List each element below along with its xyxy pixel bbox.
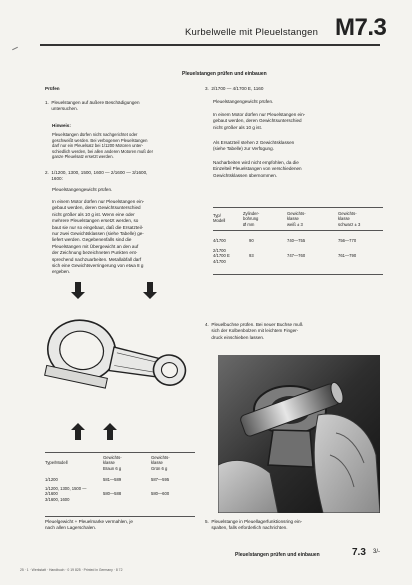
table-cell: 581—589 — [103, 477, 122, 482]
step-3-text-3: Nacharbeiten wird nicht empfohlen, da die Einzelteil Pleuelstangen von verschiedenen Gewichtsklassen übernommen. — [213, 160, 302, 178]
table-cell: 580—600 — [151, 491, 170, 496]
table-header-cell: Typ/ Modell — [213, 213, 226, 224]
step-5-text: 5. Pleuelstange in Pleuellagerfunktionsring ein- spalten, falls erforderlich nachrichten. — [205, 519, 303, 531]
note-label: Hinweis: — [52, 123, 71, 128]
table-header-cell: Type/Modell — [45, 460, 68, 465]
table-cell: 747—760 — [287, 253, 306, 258]
step-2-text: In einem Motor dürfen nur Pleuelstangen ein- gebaut werden, deren Gewichtsunterschied nicht größer als 10 g ist. Wenn eine oder mehrere Pleuelstangen ersetzt werden, so baut sie nur so eingebaut, daß die Ersatzteil- nur zwei Gewichtsklassen (siehe Tabelle) ge- liefert werden. Gegebenenfalls sind die Pleuelstangen mit Übergewicht an den auf der Zeichnung bezeichneten Punkten ent- sprechend nachzuarbeiten. Metallabfall darf sich eine Gewichtsverringerung von etwa 8 g ergeben. — [52, 199, 145, 275]
table-header-cell: Gewichts- klasse Braun 6 g — [103, 455, 122, 471]
left-table-top-rule — [45, 452, 195, 453]
connecting-rod-illustration — [35, 280, 200, 445]
table-header-cell: Gewichts- klasse schwarz ± 3 — [338, 211, 361, 227]
right-table-bottom-rule — [213, 274, 383, 275]
left-table-bottom-rule — [45, 516, 195, 517]
page-number: 7.3 — [352, 547, 366, 558]
table-header-cell: Gewichts- klasse weiß ± 3 — [287, 211, 306, 227]
step-4-text: 4. Pleuelbuchse prüfen. Bei neuer Buchse muß sich der Kolbenbolzen mit leichtem Finger- druck einschieben lassen. — [205, 322, 303, 340]
right-table-top-rule — [213, 207, 383, 208]
table-cell: 90 — [249, 238, 254, 243]
section-code: M7.3 — [335, 14, 387, 41]
step-1-text: 1. Pleuelstangen auf äußere Beschädigungen untersuchen. — [45, 100, 140, 112]
table-cell: 740—755 — [287, 238, 306, 243]
table-cell: 1/1200 — [45, 477, 58, 482]
table-cell: 4/1700 — [213, 238, 226, 243]
left-weight-table — [45, 455, 195, 515]
header-divider — [40, 44, 380, 46]
table-cell: 761—790 — [338, 253, 357, 258]
margin-mark — [12, 47, 18, 50]
right-table-mid-rule — [213, 230, 383, 231]
table-cell: 1/1200, 1300, 1500 — 2/1600 3/1600, 1600 — [45, 486, 87, 502]
section-title: Pleuelstangen prüfen und einbauen — [182, 71, 267, 77]
table-header-cell: Gewichts- klasse Grün 6 g — [151, 455, 170, 471]
left-heading: Prüfen — [45, 86, 60, 91]
step-2-subheading: Pleuelstangengewicht prüfen. — [52, 187, 113, 192]
table-cell: 93 — [249, 253, 254, 258]
step-3-text-1: In einem Motor dürfen nur Pleuelstangen ein- gebaut werden, deren Gewichtsunterschied nicht größer als 10 g ist. — [213, 112, 306, 130]
page-header-title: Kurbelwelle mit Pleuelstangen — [185, 27, 319, 38]
step-2-heading: 2. 1/1200, 1300, 1500, 1600 — 2/1600 — 3/1600, 1600: — [45, 170, 148, 182]
footer-title: Pleuelstangen prüfen und einbauen — [235, 552, 320, 558]
step-3-text-2: Als Ersatzteil stehen 2 Gewichtsklassen (siehe Tabelle) zur Verfügung. — [213, 140, 295, 152]
table-cell: 2/1700 4/1700 E 4/1700 — [213, 248, 230, 264]
table-cell: 580—588 — [103, 491, 122, 496]
table-header-cell: Zylinder- bohrung Ø mm — [243, 211, 260, 227]
right-weight-table-body — [213, 233, 383, 273]
step-3-heading: 3. 2/1700 — 4/1700 E, 1160 — [205, 86, 264, 91]
table-cell: 756—770 — [338, 238, 357, 243]
left-bottom-text: Pleuelgewicht + Pleuelmarke vermahlen, je nach allen Lagerschalen. — [45, 519, 133, 531]
step-3-subheading: Pleuelstangengewicht prüfen. — [213, 99, 274, 104]
table-cell: 587—595 — [151, 477, 170, 482]
bushing-check-photo — [218, 355, 380, 513]
footer-imprint: 25 · 1 · Werkstatt · Handbuch · 0 19 825 · Printed in Germany · 8 72 — [20, 568, 123, 572]
note-text: Pleuelstangen dürfen nicht nachgerichtet oder geschweißt werden. Bei verbogenen Pleuelstangen darf nur ein Pleuelsatz bei 1/1200 Motoren unter- schiedlich werden, bei allen anderen Motoren muß der ganze Pleuelsatz ersetzt werden. — [52, 132, 154, 160]
page-suffix: 3/- — [373, 549, 381, 555]
